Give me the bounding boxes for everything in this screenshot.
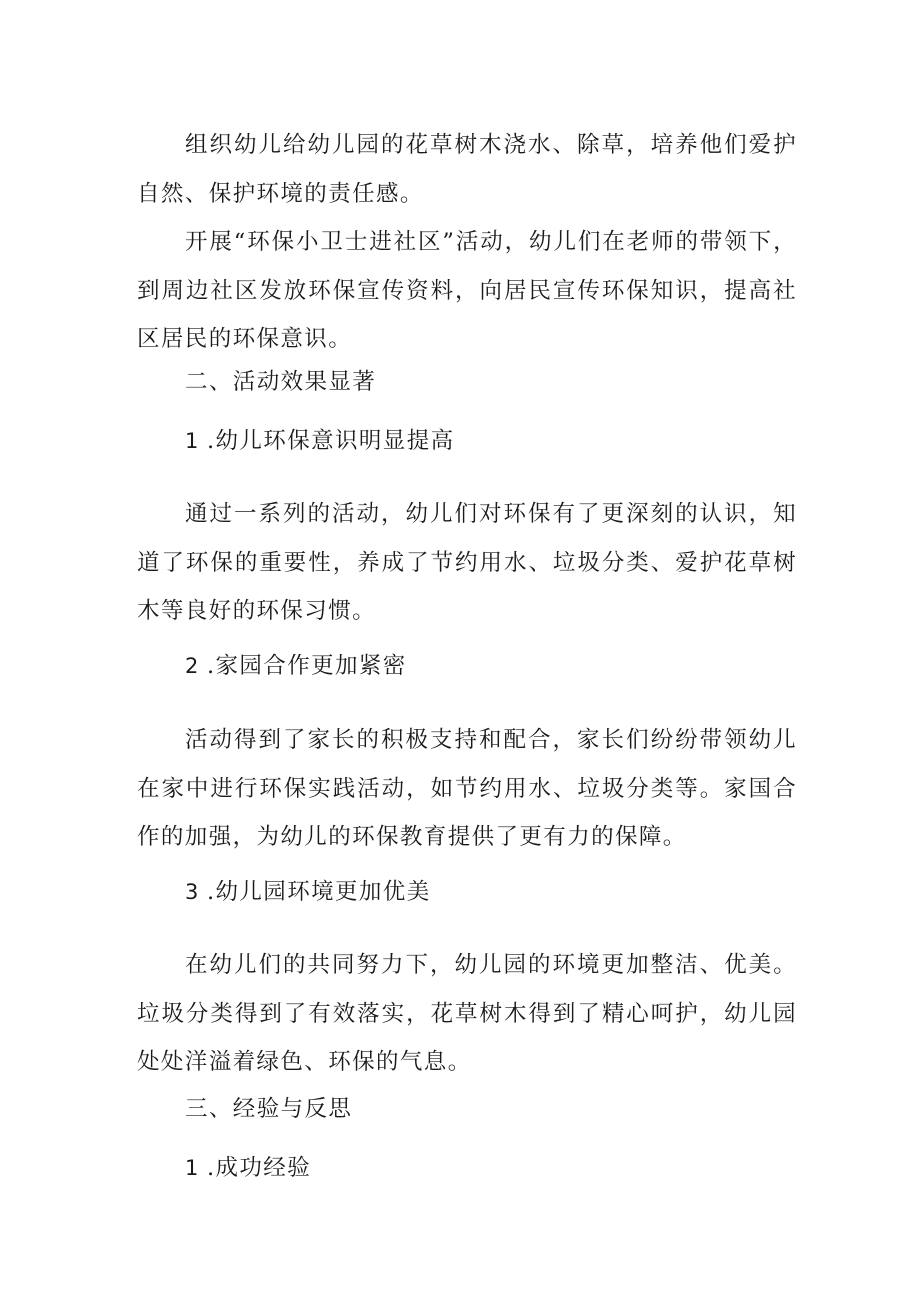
subheading-home-school bbox=[185, 650, 845, 682]
subheading-text: .幼儿环保意识明显提高 bbox=[206, 428, 455, 454]
subheading-number: 2 bbox=[185, 654, 199, 678]
subheading-awareness bbox=[185, 425, 845, 457]
subheading-text: .幼儿园环境更加优美 bbox=[206, 879, 431, 905]
paragraph-awareness: 通过一系列的活动，幼儿们对环保有了更深刻的认识，知道了环保的重要性，养成了节约用水、垃圾分类、爱护花草树木等良好的环保习惯。 bbox=[137, 501, 797, 624]
paragraph-home-school: 活动得到了家长的积极支持和配合，家长们纷纷带领幼儿在家中进行环保实践活动，如节约用水、垃圾分类等。家国合作的加强，为幼儿的环保教育提供了更有力的保障。 bbox=[137, 727, 797, 850]
subheading-text: .成功经验 bbox=[206, 1155, 312, 1181]
paragraph-nature-care: 组织幼儿给幼儿园的花草树木浇水、除草，培养他们爱护自然、保护环境的责任感。 bbox=[137, 132, 797, 207]
section-heading-experience: 三、经验与反思 bbox=[185, 1096, 353, 1122]
paragraph-community-activity: 开展“环保小卫士进社区”活动，幼儿们在老师的带领下，到周边社区发放环保宣传资料，向居民宣传环保知识，提高社区居民的环保意识。 bbox=[137, 229, 797, 352]
subheading-number: 3 bbox=[185, 880, 199, 904]
section-heading-effects: 二、活动效果显著 bbox=[185, 369, 377, 395]
subheading-number: 1 bbox=[185, 1156, 199, 1180]
subheading-number: 1 bbox=[185, 429, 199, 453]
subheading-text: .家园合作更加紧密 bbox=[206, 653, 407, 679]
subheading-environment bbox=[185, 876, 845, 908]
subheading-success bbox=[185, 1152, 845, 1184]
paragraph-environment: 在幼儿们的共同努力下，幼儿园的环境更加整洁、优美。垃圾分类得到了有效落实，花草树木得到了精心呵护，幼儿园处处洋溢着绿色、环保的气息。 bbox=[137, 952, 797, 1075]
